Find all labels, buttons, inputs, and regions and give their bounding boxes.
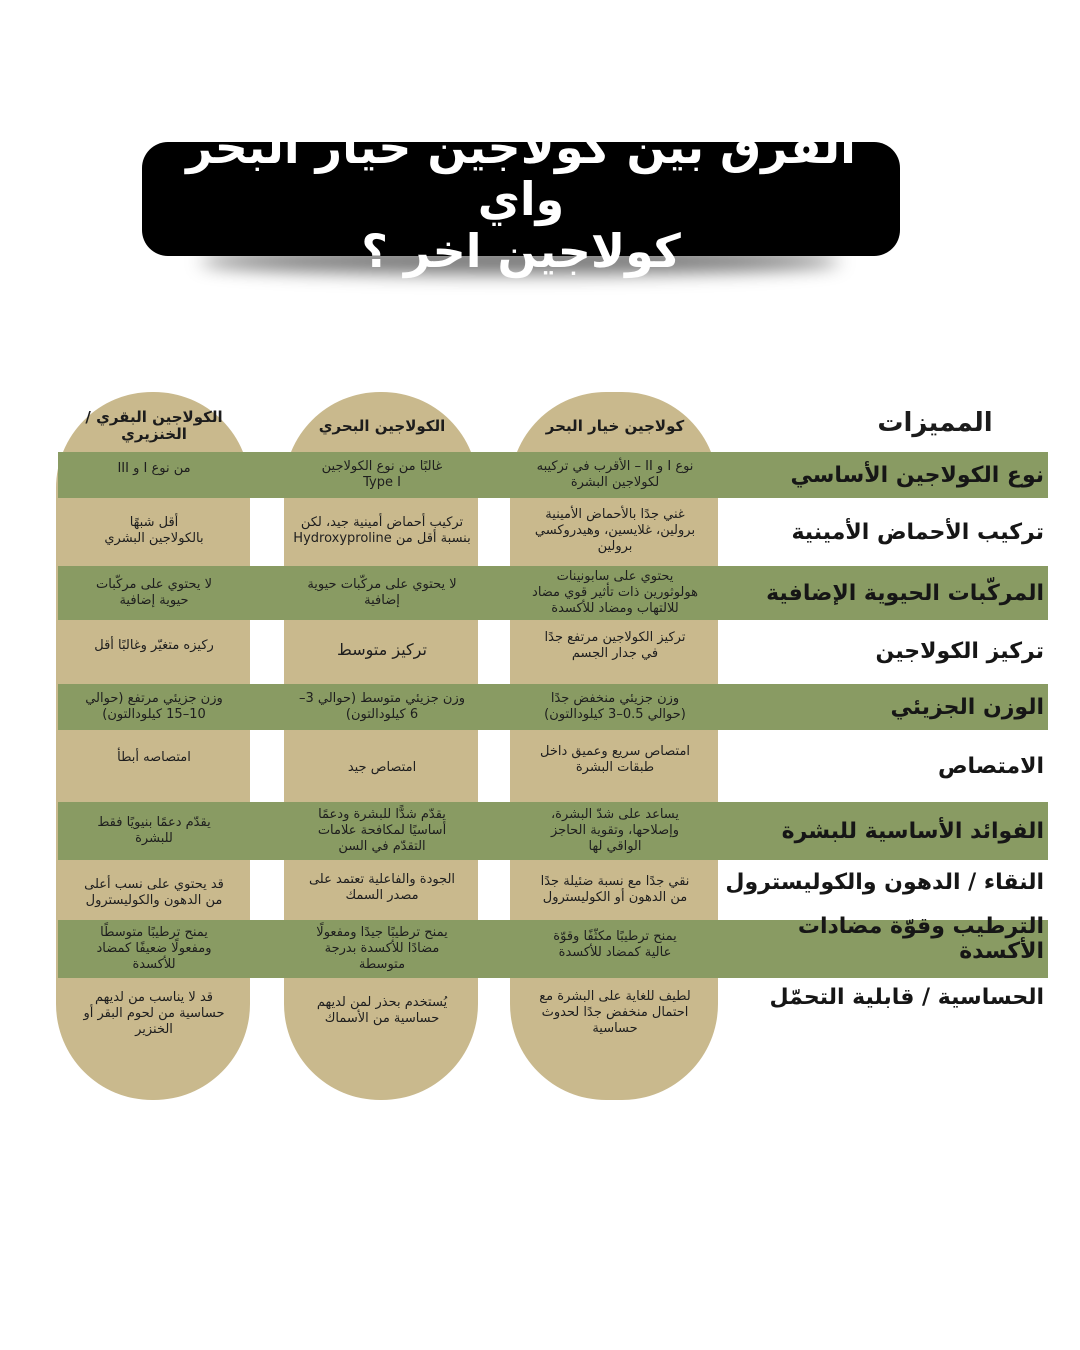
title-line-1: الفرق بين كولاجين خيار البحر واي [186, 120, 856, 226]
table-cell: تركيز متوسط [337, 640, 427, 659]
table-cell: امتصاصه أبطأ [117, 750, 191, 765]
table-cell: يقدّم شدًّا للبشرة ودعمًا أساسيًا لمكافحة علامات التقدّم في السن [317, 807, 447, 854]
title-banner [142, 120, 900, 278]
table-cell: غني جدًا بالأحماض الأمينية برولين، غلايسين، وهيدروكسي برولين [534, 507, 696, 554]
table-cell: يساعد على شدّ البشرة، وإصلاحها، وتقوية الحاجز الواقي لها [550, 807, 680, 854]
table-cell: يمنح ترطيبًا متوسطًا ومفعولًا ضعيفًا كمضاد للأكسدة [96, 925, 212, 972]
table-cell: وزن جزيئي متوسط (حوالي 3– 6 كيلودالتون) [298, 691, 466, 722]
feature-label: تركيز الكولاجين [875, 638, 1044, 664]
table-cell: امتصاص جيد [347, 760, 417, 775]
feature-label: المركّبات الحيوية الإضافية [766, 580, 1044, 606]
feature-label: الحساسية / قابلية التحمّل [769, 984, 1044, 1010]
table-cell: قد يحتوي على نسب أعلى من الدهون والكوليسترول [84, 877, 224, 908]
table-cell: تركيب أحماض أمينية جيد، لكن بنسبة أقل من Hydroxyproline [293, 515, 471, 546]
table-cell: لطيف للغاية على البشرة مع احتمال منخفض جدًا لحدوث حساسية [539, 989, 691, 1036]
feature-label: الفوائد الأساسية للبشرة [781, 818, 1044, 844]
table-cell: لا يحتوي على مركّبات حيوية إضافية [96, 577, 212, 608]
table-cell: من نوع I و III [117, 461, 191, 476]
table-cell: تركيز الكولاجين مرتفع جدًا في جدار الجسم [544, 630, 686, 661]
table-cell: يمنح ترطيبًا مكثّفًا وقوّة عالية كمضاد للأكسدة [553, 929, 677, 960]
feature-label: تركيب الأحماض الأمينية [791, 519, 1044, 545]
table-cell: لا يحتوي على مركّبات حيوية إضافية [307, 577, 457, 608]
feature-label: نوع الكولاجين الأساسي [790, 462, 1044, 488]
table-cell: يقدّم دعمًا بنيويًا فقط للبشرة [97, 815, 211, 846]
feature-label: الترطيب وقوّة مضادات الأكسدة [797, 914, 1044, 964]
table-cell: وزن جزيئي مرتفع (حوالي 10–15 كيلودالتون) [85, 691, 223, 722]
column-header-bovine-porcine: الكولاجين البقري / الخنزيري [85, 408, 223, 443]
table-cell: نوع I و II – الأقرب في تركيبه لكولاجين البشرة [536, 459, 694, 490]
table-cell: نقي جدًا مع نسبة ضئيلة جدًا من الدهون أو الكوليسترول [540, 874, 690, 905]
features-header: المميزات [877, 408, 993, 438]
column-header-sea-cucumber: كولاجين خيار البحر [545, 416, 685, 435]
feature-label: الوزن الجزيئي [890, 694, 1044, 720]
table-cell: يُستخدم بحذر لمن لديهم حساسية من الأسماك [316, 995, 448, 1026]
table-cell: يمنح ترطيبًا جيدًا ومفعولًا مضادًا للأكسدة بدرجة متوسطة [316, 925, 448, 972]
column-header-marine: الكولاجين البحري [318, 416, 446, 435]
table-cell: غالبًا من نوع الكولاجين Type I [321, 459, 443, 490]
table-cell: وزن جزيئي منخفض جدًا (حوالي 0.5–3 كيلودالتون) [544, 691, 686, 722]
feature-label: الامتصاص [937, 753, 1044, 779]
table-cell: ركيزه متغيّر وغالبًا أقل [94, 638, 214, 653]
table-cell: امتصاص سريع وعميق داخل طبقات البشرة [539, 744, 691, 775]
feature-label: النقاء / الدهون والكوليسترول [725, 869, 1044, 895]
table-cell: أقل شبهًا بالكولاجين البشري [104, 515, 204, 546]
title-line-2: كولاجين اخر ؟ [361, 224, 681, 278]
table-cell: قد لا يناسب من لديهم حساسية من لحوم البقر أو الخنزير [83, 990, 225, 1037]
table-cell: الجودة والفاعلية تعتمد على مصدر السمك [308, 872, 456, 903]
table-cell: يحتوي على سابونينات هولوثورين ذات تأثير قوي مضاد للالتهاب ومضاد للأكسدة [532, 569, 698, 616]
